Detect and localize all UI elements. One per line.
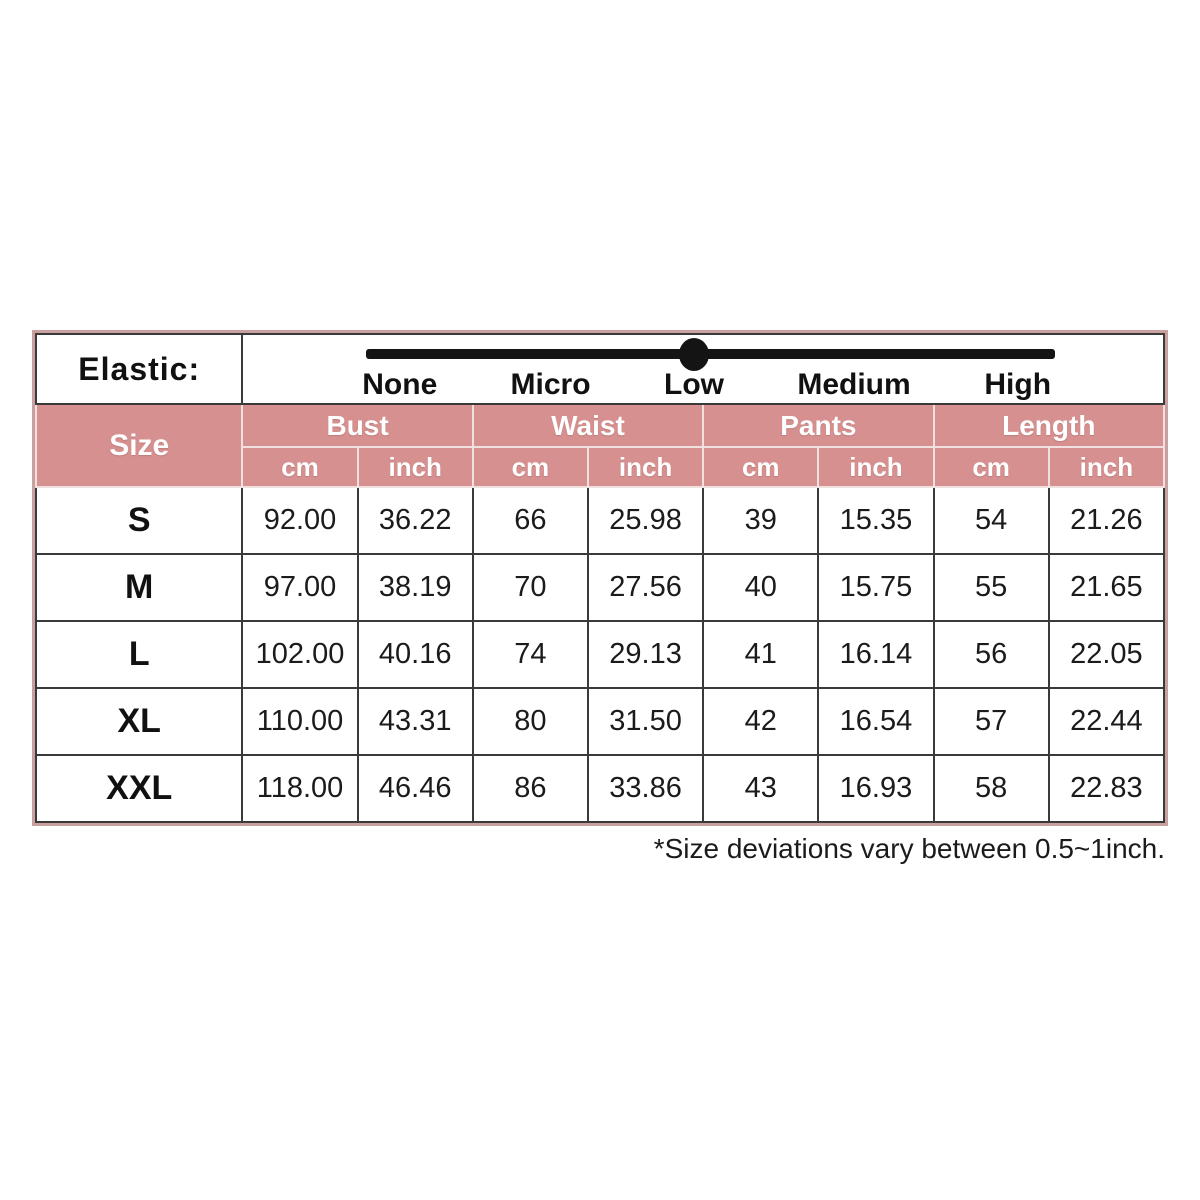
table-row-l bbox=[36, 621, 1164, 688]
cell-value: 86 bbox=[473, 755, 588, 822]
size-label: XXL bbox=[36, 755, 242, 822]
cell-value: 31.50 bbox=[588, 688, 703, 755]
slider-tick-label-none: None bbox=[362, 368, 438, 401]
size-label: S bbox=[36, 487, 242, 554]
cell-value: 16.54 bbox=[818, 688, 933, 755]
cell-value: 29.13 bbox=[588, 621, 703, 688]
cell-value: 110.00 bbox=[242, 688, 357, 755]
cell-value: 56 bbox=[934, 621, 1049, 688]
table-row-xl bbox=[36, 688, 1164, 755]
cell-value: 97.00 bbox=[242, 554, 357, 621]
table-row-xxl bbox=[36, 755, 1164, 822]
cell-value: 36.22 bbox=[358, 487, 473, 554]
group-header-waist: Waist bbox=[473, 404, 703, 447]
cell-value: 46.46 bbox=[358, 755, 473, 822]
size-label: L bbox=[36, 621, 242, 688]
size-table bbox=[35, 333, 1165, 823]
unit-header-waist-cm: cm bbox=[473, 447, 588, 487]
cell-value: 92.00 bbox=[242, 487, 357, 554]
size-label: M bbox=[36, 554, 242, 621]
group-header-row bbox=[36, 404, 1164, 447]
cell-value: 54 bbox=[934, 487, 1049, 554]
cell-value: 40.16 bbox=[358, 621, 473, 688]
size-column-header: Size bbox=[36, 404, 242, 487]
unit-header-pants-cm: cm bbox=[703, 447, 818, 487]
cell-value: 58 bbox=[934, 755, 1049, 822]
cell-value: 38.19 bbox=[358, 554, 473, 621]
unit-header-waist-inch: inch bbox=[588, 447, 703, 487]
size-chart-table bbox=[32, 330, 1168, 826]
table-row-m bbox=[36, 554, 1164, 621]
cell-value: 27.56 bbox=[588, 554, 703, 621]
cell-value: 102.00 bbox=[242, 621, 357, 688]
group-header-length: Length bbox=[934, 404, 1164, 447]
cell-value: 55 bbox=[934, 554, 1049, 621]
cell-value: 39 bbox=[703, 487, 818, 554]
slider-tick-label-low: Low bbox=[664, 368, 724, 401]
cell-value: 15.35 bbox=[818, 487, 933, 554]
unit-header-length-inch: inch bbox=[1049, 447, 1164, 487]
table-row-s bbox=[36, 487, 1164, 554]
cell-value: 15.75 bbox=[818, 554, 933, 621]
cell-value: 21.65 bbox=[1049, 554, 1164, 621]
slider-track bbox=[366, 349, 1056, 359]
cell-value: 25.98 bbox=[588, 487, 703, 554]
cell-value: 41 bbox=[703, 621, 818, 688]
size-label: XL bbox=[36, 688, 242, 755]
footnote: *Size deviations vary between 0.5~1inch. bbox=[653, 833, 1165, 864]
cell-value: 22.44 bbox=[1049, 688, 1164, 755]
unit-header-bust-cm: cm bbox=[242, 447, 357, 487]
cell-value: 22.05 bbox=[1049, 621, 1164, 688]
cell-value: 21.26 bbox=[1049, 487, 1164, 554]
unit-header-length-cm: cm bbox=[934, 447, 1049, 487]
elastic-label: Elastic: bbox=[36, 334, 242, 404]
slider-dot-icon bbox=[679, 338, 709, 371]
cell-value: 43.31 bbox=[358, 688, 473, 755]
cell-value: 70 bbox=[473, 554, 588, 621]
cell-value: 33.86 bbox=[588, 755, 703, 822]
elastic-slider-cell bbox=[242, 334, 1164, 404]
cell-value: 40 bbox=[703, 554, 818, 621]
cell-value: 43 bbox=[703, 755, 818, 822]
unit-header-pants-inch: inch bbox=[818, 447, 933, 487]
group-header-bust: Bust bbox=[242, 404, 472, 447]
cell-value: 42 bbox=[703, 688, 818, 755]
cell-value: 16.14 bbox=[818, 621, 933, 688]
unit-header-bust-inch: inch bbox=[358, 447, 473, 487]
cell-value: 16.93 bbox=[818, 755, 933, 822]
group-header-pants: Pants bbox=[703, 404, 933, 447]
cell-value: 74 bbox=[473, 621, 588, 688]
cell-value: 22.83 bbox=[1049, 755, 1164, 822]
slider-tick-label-micro: Micro bbox=[510, 368, 591, 401]
cell-value: 57 bbox=[934, 688, 1049, 755]
cell-value: 118.00 bbox=[242, 755, 357, 822]
cell-value: 80 bbox=[473, 688, 588, 755]
cell-value: 66 bbox=[473, 487, 588, 554]
slider-tick-label-medium: Medium bbox=[797, 368, 911, 401]
elastic-row bbox=[36, 334, 1164, 404]
slider-tick-label-high: High bbox=[984, 368, 1052, 401]
